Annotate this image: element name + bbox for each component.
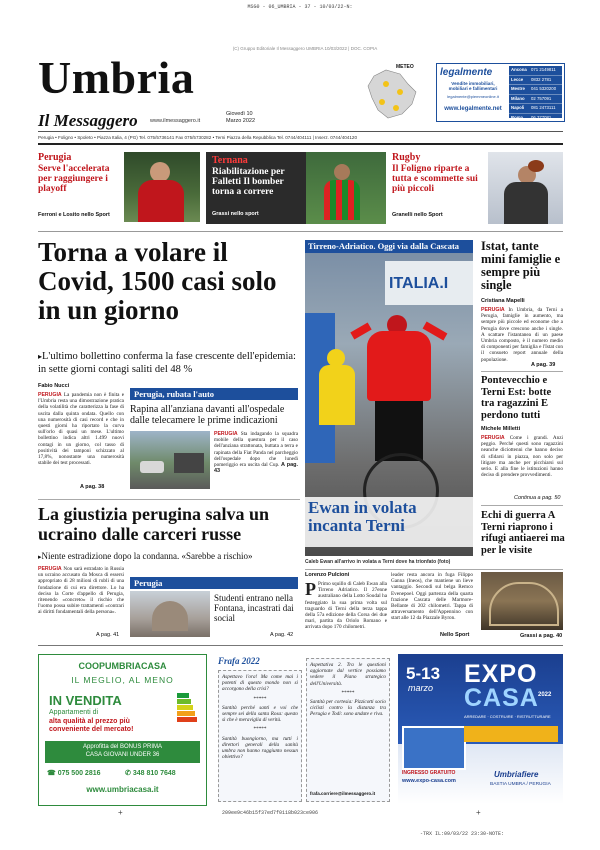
- phone-icon: ☎: [47, 770, 56, 777]
- echi-headline[interactable]: Echi di guerra A Terni riaprono i rifugi antiaerei ma per le visite: [481, 510, 565, 556]
- coop-ad[interactable]: [38, 654, 207, 806]
- coop-slogan: IL MEGLIO, AL MENO: [71, 675, 174, 685]
- teaser-ternana[interactable]: [206, 152, 386, 224]
- legalmente-ad[interactable]: [436, 63, 565, 122]
- studenti-page-ref[interactable]: A pag. 42: [270, 632, 294, 638]
- istat-byline: Cristiana Mapelli: [481, 298, 525, 304]
- tour-body-1: [305, 581, 387, 639]
- triangle-icon: ▸: [38, 352, 43, 361]
- frafa-separator: *****: [253, 695, 267, 702]
- frafa-separator: *****: [253, 726, 267, 733]
- pontevecchio-byline: Michele Milletti: [481, 426, 521, 432]
- istat-headline[interactable]: Istat, tante mini famiglie e sempre più single: [481, 239, 561, 292]
- meteo-map[interactable]: [356, 62, 434, 124]
- giustizia-dateline: PERUGIA: [38, 566, 62, 572]
- coop-line-1: Appartamenti di: [49, 709, 99, 716]
- office-row: [509, 85, 562, 95]
- legalmente-web: www.legalmente.net: [444, 106, 502, 112]
- tour-kicker-bar: [305, 240, 473, 253]
- tour-kicker: Tirreno-Adriatico. Oggi via dalla Cascata: [308, 241, 460, 251]
- legalmente-tagline-2: mobiliari e fallimentari: [448, 86, 498, 92]
- frafa-logo: Frafa 2022: [218, 656, 260, 666]
- office-phone[interactable]: 0832 2781: [531, 76, 552, 82]
- expo-month: marzo: [408, 683, 434, 693]
- lead-body-text: La pandemia non è finita e l'Umbria resta una dimostrazione pratica della volatilità che caratterizza la fase di uscita dalla quinta ondata. Quello con una numerosità di casi record e che in questi giorni ha riportato la curva sull'orlo di quasi un mese. L'ultimo bollettino indica altri 1.499 nuovi contagi in un giorno, col tasso di positività dei tamponi schizzato al 17,8%, nonostante una numerosità stabile dei test processati.: [38, 392, 124, 467]
- teaser-sub: Ferroni e Losito nello Sport: [38, 212, 110, 218]
- office-city: Ancona: [511, 67, 527, 72]
- rapina-page-ref[interactable]: A pag. 43: [214, 462, 298, 475]
- pontevecchio-headline[interactable]: Pontevecchio e Terni Est: botte tra ragazzini E perdono tutti: [481, 375, 552, 421]
- expo-photo: [402, 726, 466, 770]
- studenti-headline[interactable]: Studenti entrano nella Fontana, incastrati dai social: [214, 593, 294, 623]
- tour-body-1-text: Primo squillo di Caleb Ewan alla Tirreno Adriatico. Il 27enne australiano della Lotto Soudal ha festeggiato la sua prima volta sul traguardo di Terni della terza tappa della 57a edizione della Corsa dei due mari, partita da Oriolo Romano e arrivata dopo 170 chilometri.: [305, 581, 387, 631]
- frafa-col-left: [218, 670, 302, 802]
- coop-bonus-1: Approfitta del BONUS PRIMA: [82, 744, 163, 750]
- rapina-kicker-bar: [130, 388, 298, 400]
- tour-body-2: leader resta ancora in fuga Filippo Ganna (Ineos), che mantiene un lieve vantaggio. Secondi sul belga Remco Evenepoel. Oggi partenza della quarta frazione Cascata delle Marmore-Bellante di 202 chilometri. Tappa di attraversamento dell'Appennino con start alle 12 da Piazzale Byron.: [391, 572, 473, 622]
- barcode-code: MSG0 - 06_UMBRIA - 37 - 10/03/22-N:: [247, 4, 353, 10]
- coop-phone-1[interactable]: [47, 769, 101, 777]
- istat-body-text: In Umbria, da Terni a Perugia, famiglie in aumento, ma sempre più piccole ed econome che a Perugia dove crescono anche i single. A scattare l'istantanea di un paese Umbria composto, è il numero medio di componenti per famiglia e l'Istat con il consueto report annuale della popolazione.: [481, 307, 563, 363]
- pontevecchio-body-text: Come i grandi. Anzi peggio. Perché questi sono ragazzini neanche diciottenni che hanno deciso di sfidarsi in piazza, non solo per litigare ma anche per picchiarsi sul serio. E alla fine le istituzioni hanno deciso di prendere provvedimenti.: [481, 435, 563, 479]
- issue-day: Giovedì 10: [226, 111, 253, 117]
- office-city: Milano: [511, 95, 525, 101]
- rapina-dateline: PERUGIA: [214, 431, 238, 437]
- teaser-section: Ternana: [212, 155, 248, 166]
- frafa-col-right: [306, 658, 390, 802]
- expo-tagline: ARREDARE · COSTRUIRE · RISTRUTTURARE: [464, 714, 551, 719]
- cities-line: Perugia • Foligno • Spoleto • Piazza Italia, 4 (PG) Tel. 075/5736141 Fax 075/5730282 • Terni Piazza della Repubblica Tel. 0744/404111 | Inserz. 0744/404120: [38, 135, 358, 140]
- expo-brand-1: EXPO: [464, 660, 538, 688]
- coop-line-3: conveniente del mercato!: [49, 726, 134, 733]
- tour-photo-sign: ITALIA.I: [389, 275, 449, 292]
- bottom-code-left: 209ee9c46b15f37ed7f0118b023ce906: [222, 810, 319, 816]
- coop-phone-1-text: 075 500 2816: [57, 770, 101, 777]
- office-row: [509, 95, 562, 105]
- tour-headline[interactable]: Ewan in volata incanta Terni: [308, 498, 417, 535]
- expo-brand-2: CASA: [464, 684, 539, 712]
- legalmente-offices: [509, 66, 562, 118]
- expo-organizer: Umbriafiere: [494, 770, 539, 779]
- office-city: Mestre: [511, 86, 525, 91]
- pontevecchio-dateline: PERUGIA: [481, 435, 505, 441]
- legalmente-tagline: [440, 81, 506, 92]
- giustizia-page-ref[interactable]: A pag. 41: [96, 632, 120, 638]
- giustizia-summary: [38, 551, 303, 562]
- coop-bonus: [45, 744, 200, 759]
- rapina-body-text: Sta indagando la squadra mobile della questura per il caso dell'anziana strattonata, buttata a terra e rapinata della Fiat Panda nel parcheggio dell'ospedale dopo che lunedì pomeriggio era uscita dal Cup.: [214, 431, 298, 469]
- rapina-photo: [130, 431, 210, 489]
- rapina-headline[interactable]: Rapina all'anziana davanti all'ospedale dalle telecamere le prime indicazioni: [130, 404, 285, 426]
- meteo-label: METEO: [396, 64, 414, 70]
- frafa-box: [214, 654, 390, 804]
- office-city: Lecce: [511, 76, 524, 82]
- expo-entry: INGRESSO GRATUITO: [402, 770, 456, 776]
- umbria-map-icon: [356, 62, 434, 124]
- office-row: [509, 66, 562, 76]
- frafa-note: Santità perché santi e voi che sempre sei della santa Rosa: questo sì che è meraviglia di verità.: [222, 704, 298, 724]
- office-phone[interactable]: 071 2149811: [531, 67, 556, 72]
- expo-ad[interactable]: [398, 654, 563, 804]
- giustizia-headline[interactable]: La giustizia perugina salva un ucraino dalle carceri russe: [38, 504, 270, 544]
- triangle-icon: ▸: [38, 553, 42, 561]
- teaser-headline: Riabilitazione per Falletti Il bomber torna a correre: [212, 167, 285, 197]
- istat-body: [481, 307, 563, 363]
- rapina-kicker: Perugia, rubata l'auto: [134, 389, 215, 399]
- coop-bonus-2: CASA GIOVANI UNDER 36: [85, 751, 160, 758]
- frafa-note: Aspettavo l'ora! Ma come mai i potenti di questo mondo non si accorgono della crisi?: [222, 674, 298, 693]
- istat-page-ref[interactable]: A pag. 39: [531, 362, 556, 368]
- istat-dateline: PERUGIA: [481, 307, 505, 313]
- teaser-sub: Grassi nello sport: [212, 211, 259, 217]
- office-row: [509, 76, 562, 86]
- lead-body: [38, 392, 124, 490]
- sun-icon: [383, 81, 389, 87]
- coop-sale-title: IN VENDITA: [49, 693, 122, 708]
- tour-sport-ref[interactable]: Nello Sport: [440, 632, 470, 638]
- teaser-headline: Il Foligno riparte a tutta e scommette sui più piccoli: [392, 164, 478, 194]
- lead-dateline: PERUGIA: [38, 392, 62, 398]
- tour-dropcap: P: [305, 581, 316, 599]
- legalmente-tagline-1: Vendite immobiliari,: [451, 81, 495, 86]
- office-phone[interactable]: 081 2473111: [531, 105, 556, 110]
- giustizia-summary-text: Niente estradizione dopo la condanna. «Sarebbe a rischio»: [41, 551, 253, 561]
- office-list: [509, 66, 562, 123]
- tour-byline: Lorenzo Pulcioni: [305, 572, 350, 578]
- tour-headline-box: [305, 497, 473, 547]
- teaser-photo: [306, 152, 386, 224]
- expo-dates: 5-13: [406, 664, 441, 683]
- echi-page-ref[interactable]: Grassi a pag. 40: [520, 633, 563, 639]
- echi-photo: [481, 572, 563, 630]
- website: www.ilmessaggero.it: [150, 118, 201, 124]
- office-phone[interactable]: 06 377081: [531, 114, 552, 120]
- expo-web[interactable]: www.expo-casa.com: [402, 778, 456, 784]
- frafa-separator: *****: [341, 689, 355, 696]
- office-city: Napoli: [511, 105, 525, 110]
- coop-brand: COOPUMBRIACASA: [78, 661, 167, 671]
- studenti-photo: [130, 591, 210, 637]
- office-row: [509, 114, 562, 124]
- lead-headline[interactable]: Torna a volare il Covid, 1500 casi solo in un giorno: [38, 237, 277, 325]
- teaser-section: Perugia: [38, 152, 72, 163]
- office-row: [509, 104, 562, 114]
- teaser-section: Rugby: [392, 152, 421, 163]
- issue-month-year: Marzo 2022: [226, 118, 256, 124]
- coop-phone-2-text: 348 810 7648: [132, 770, 176, 777]
- teaser-photo: [124, 152, 200, 222]
- crop-mark-icon: +: [118, 808, 123, 817]
- lead-byline: Fabio Nucci: [38, 383, 70, 389]
- issue-date: [226, 111, 255, 125]
- teaser-photo: [488, 152, 563, 224]
- legalmente-email: legalmente@piemmeonline.it: [447, 94, 499, 99]
- office-phone[interactable]: 041 5320200: [531, 86, 557, 91]
- lead-summary-text: L'ultimo bollettino conferma la fase crescente dell'epidemia: in sette giorni contagi saliti del 48 %: [38, 351, 296, 375]
- legal-line: (C) Gruppo Editoriale Il Messaggero UMBRIA 10/03/2022 | DOC. COPIA: [232, 46, 378, 51]
- masthead-title: Umbria: [38, 52, 195, 103]
- frafa-note: Santità buongiorno, ma tutti i direttori generali della sanità umbra non hanno raggiunto nessun obiettivo?: [222, 735, 298, 761]
- whatsapp-icon: ✆: [125, 770, 131, 777]
- pontevecchio-page-ref[interactable]: Continua a pag. 50: [514, 495, 561, 501]
- coop-line-2: alta qualità al prezzo più: [49, 717, 130, 725]
- coop-web[interactable]: www.umbriacasa.it: [86, 785, 159, 794]
- lead-page-ref[interactable]: A pag. 38: [80, 484, 105, 490]
- frafa-note: Aspettativa 2. Tra le questioni aggiornate dal vertice possiamo vedere il Piano strategico dell'Università.: [310, 662, 386, 687]
- office-phone[interactable]: 02 757091: [531, 95, 552, 101]
- coop-phone-2[interactable]: [125, 769, 176, 777]
- pontevecchio-body: [481, 435, 563, 493]
- studenti-kicker-bar: [130, 577, 298, 589]
- frafa-email[interactable]: frafa.corriere@ilmessaggero.it: [310, 791, 376, 796]
- lead-summary: [38, 351, 298, 376]
- giustizia-body: [38, 566, 124, 632]
- teaser-headline: Serve l'accelerata per raggiungere i playoff: [38, 164, 110, 194]
- frafa-note: Santità per cortesia: Pizzicotti socio ciclisti contro la distanza tra Perugia e Todi: sono andate e riva.: [310, 699, 386, 718]
- expo-edition: 2022: [538, 692, 552, 698]
- energy-class-icon: [177, 693, 199, 729]
- teaser-perugia[interactable]: [38, 152, 200, 224]
- crop-mark-icon: +: [476, 808, 481, 817]
- coop-bonus-bar: [45, 741, 200, 763]
- tour-photo-banner: [385, 261, 473, 305]
- expo-photo-2: [464, 726, 558, 742]
- teaser-sub: Granelli nello Sport: [392, 212, 443, 218]
- paper-logo: Il Messaggero: [38, 111, 138, 130]
- tour-caption: Caleb Ewan all'arrivo in volata a Terni dove ha trionfato (foto): [305, 559, 451, 565]
- studenti-kicker: Perugia: [134, 578, 163, 588]
- office-city: Roma: [511, 114, 523, 120]
- bottom-code-right: -TRX IL:09/03/22 23:30-NOTE:: [420, 831, 505, 837]
- expo-location: BASTIA UMBRA / PERUGIA: [490, 782, 551, 787]
- teaser-rugby[interactable]: [392, 152, 563, 224]
- legalmente-brand: legalmente: [440, 67, 493, 78]
- rapina-body: [214, 431, 298, 489]
- giustizia-body-text: Non sarà estradato in Russia un ucraino accusato da Mosca di essersi appropriato di 28 milioni di rubli di una fondazione di cui era direttore. Lo ha deciso la Corte d'appello di Perugia, ritenendo «concreto» il rischio che l'uomo possa subire trattamenti «contrari ai diritti fondamentali della persona».: [38, 566, 124, 616]
- coop-copy: [49, 709, 179, 735]
